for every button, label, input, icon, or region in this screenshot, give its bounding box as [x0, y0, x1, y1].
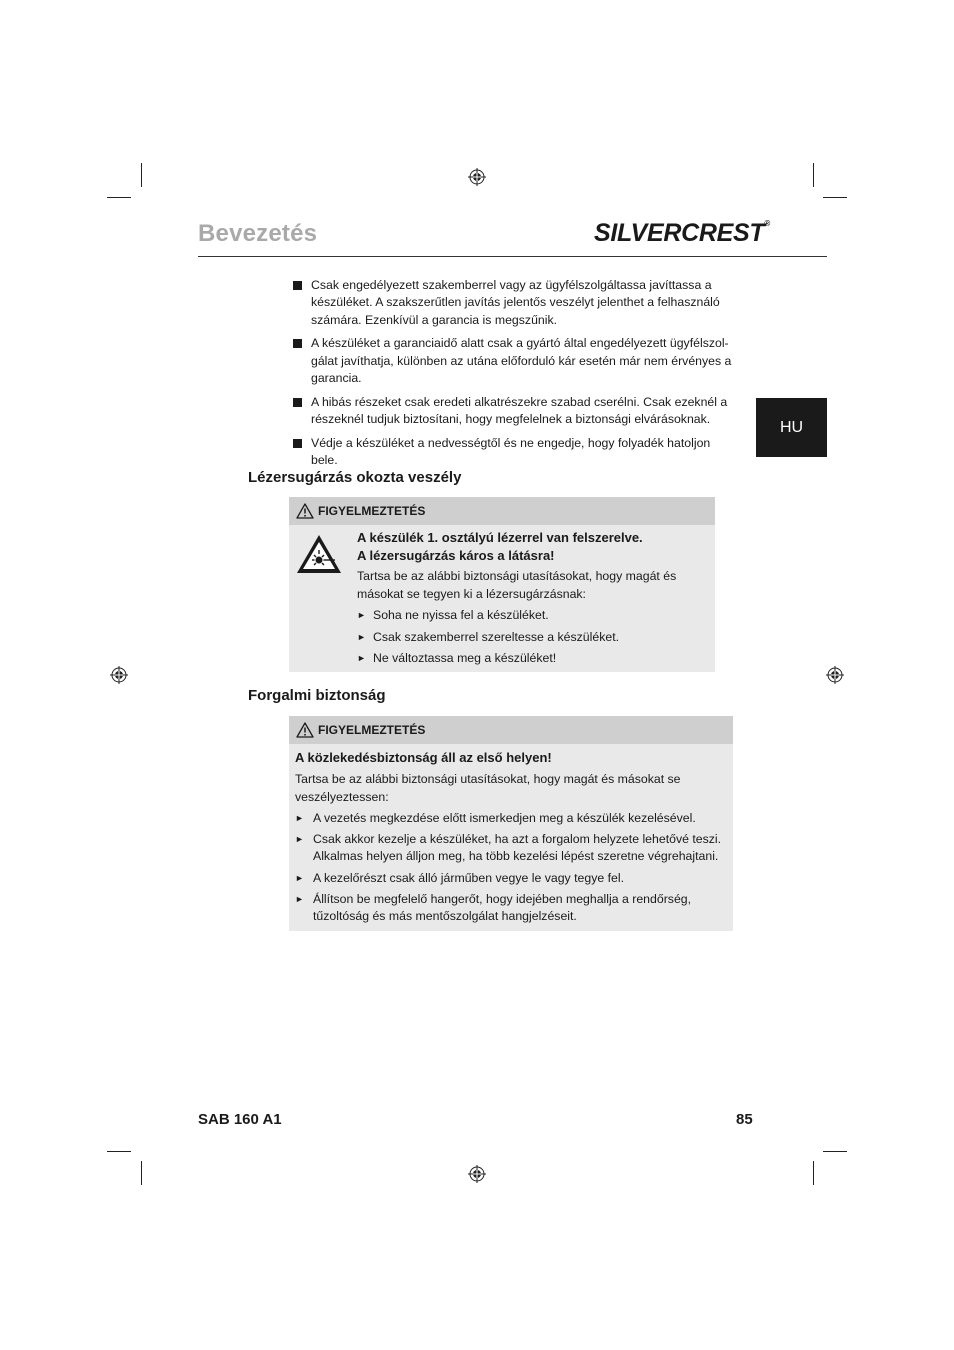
- crop-mark: [823, 1151, 847, 1152]
- arrow-right-icon: ►: [295, 834, 304, 845]
- language-tab: HU: [756, 398, 827, 457]
- list-item-text: A hibás részeket csak eredeti alkatrészekre szabad cserélni. Csak ezeknél a részeknél tudjuk biztosítani, hogy megfelelnek a biztonsági elvárásoknak.: [311, 394, 728, 427]
- footer-model: SAB 160 A1: [198, 1111, 282, 1128]
- crop-mark: [107, 1151, 131, 1152]
- registration-mark-icon: [468, 1165, 486, 1183]
- list-item-text: A készüléket a garanciaidő alatt csak a gyártó által engedélyezett ügyfélszol-gálat javíthatja, különben az utána előforduló kár esetén már nem érvényes a garancia.: [311, 336, 732, 385]
- section-heading-laser: Lézersugárzás okozta veszély: [248, 469, 462, 486]
- warning-bold-line: A közlekedésbiztonság áll az első helyen!: [295, 750, 552, 765]
- list-item: [293, 394, 738, 429]
- registration-mark-icon: [110, 666, 128, 684]
- crop-mark: [141, 163, 142, 187]
- safety-bullet-list: [293, 277, 738, 476]
- list-item-text: Csak akkor kezelje a készüléket, ha azt a forgalom helyzete lehetővé teszi. Alkalmas helyen álljon meg, ha több kezelési lépést szeretne végrehajtani.: [313, 832, 722, 864]
- warning-triangle-icon: [296, 722, 314, 738]
- list-item-text: A vezetés megkezdése előtt ismerkedjen meg a készülék kezelésével.: [313, 810, 696, 825]
- list-item: [357, 607, 707, 625]
- bullet-square-icon: [293, 398, 302, 407]
- warning-header: [289, 716, 733, 744]
- traffic-warning-box: [289, 716, 733, 931]
- page-number: 85: [736, 1111, 753, 1128]
- crop-mark: [823, 197, 847, 198]
- warning-intro: Tartsa be az alábbi biztonsági utasításokat, hogy magát és másokat se tegyen ki a lézersugárzásnak:: [357, 569, 677, 601]
- list-item: [295, 831, 727, 866]
- bullet-square-icon: [293, 339, 302, 348]
- traffic-warning-content: [295, 749, 727, 926]
- brand-registered-mark: ®: [764, 219, 770, 228]
- warning-intro: Tartsa be az alábbi biztonsági utasításokat, hogy magát és másokat se veszélyeztessen:: [295, 772, 681, 804]
- warning-label: FIGYELMEZTETÉS: [318, 723, 426, 737]
- crop-mark: [813, 1161, 814, 1185]
- list-item-text: A kezelőrészt csak álló járműben vegye le vagy tegye fel.: [313, 870, 625, 885]
- list-item-text: Állítson be megfelelő hangerőt, hogy idejében meghallja a rendőrség, tűzoltóság és más mentőszolgálat hangjelzéseit.: [313, 892, 692, 924]
- registration-mark-icon: [826, 666, 844, 684]
- list-item: [295, 870, 727, 887]
- arrow-right-icon: ►: [295, 812, 304, 823]
- laser-warning-content: [357, 529, 707, 668]
- list-item: [293, 277, 738, 329]
- crop-mark: [107, 197, 131, 198]
- list-item: [295, 891, 727, 926]
- warning-label: FIGYELMEZTETÉS: [318, 504, 426, 518]
- warning-triangle-icon: [296, 503, 314, 519]
- list-item: [295, 810, 727, 827]
- list-item-text: Védje a készüléket a nedvességtől és ne engedje, hogy folyadék hatoljon bele.: [311, 435, 711, 468]
- warning-bold-line: A lézersugárzás káros a látásra!: [357, 547, 555, 563]
- brand-logo: [594, 219, 770, 248]
- laser-hazard-icon: [295, 533, 343, 575]
- crop-mark: [813, 163, 814, 187]
- list-item-text: Ne változtassa meg a készüléket!: [373, 651, 557, 665]
- arrow-right-icon: ►: [295, 894, 304, 905]
- list-item-text: Csak szakemberrel szereltesse a készüléket.: [373, 629, 620, 644]
- warning-bold-line: A készülék 1. osztályú lézerrel van felszerelve.: [357, 530, 643, 545]
- crop-mark: [141, 1161, 142, 1185]
- bullet-square-icon: [293, 281, 302, 290]
- brand-name: SILVERCREST: [594, 219, 765, 247]
- laser-warning-box: [289, 497, 715, 672]
- arrow-right-icon: ►: [357, 653, 366, 663]
- page-title: Bevezetés: [198, 220, 318, 247]
- header-rule: [198, 256, 827, 257]
- list-item: [357, 629, 707, 647]
- arrow-right-icon: ►: [357, 631, 366, 642]
- section-heading-traffic: Forgalmi biztonság: [248, 687, 386, 704]
- arrow-right-icon: ►: [357, 610, 366, 620]
- list-item-text: Csak engedélyezett szakemberrel vagy az ügyfélszolgáltassa javíttassa a készüléket. A szakszerűtlen javítás jelentős veszélyt jelenthet a felhasználó számára. Ezenkívül a garancia is megszűnik.: [311, 278, 720, 327]
- warning-header: [289, 497, 715, 525]
- list-item: [293, 435, 738, 470]
- bullet-square-icon: [293, 439, 302, 448]
- arrow-right-icon: ►: [295, 872, 304, 883]
- list-item-text: Soha ne nyissa fel a készüléket.: [373, 608, 549, 622]
- list-item: [357, 650, 707, 668]
- registration-mark-icon: [468, 168, 486, 186]
- list-item: [293, 335, 738, 387]
